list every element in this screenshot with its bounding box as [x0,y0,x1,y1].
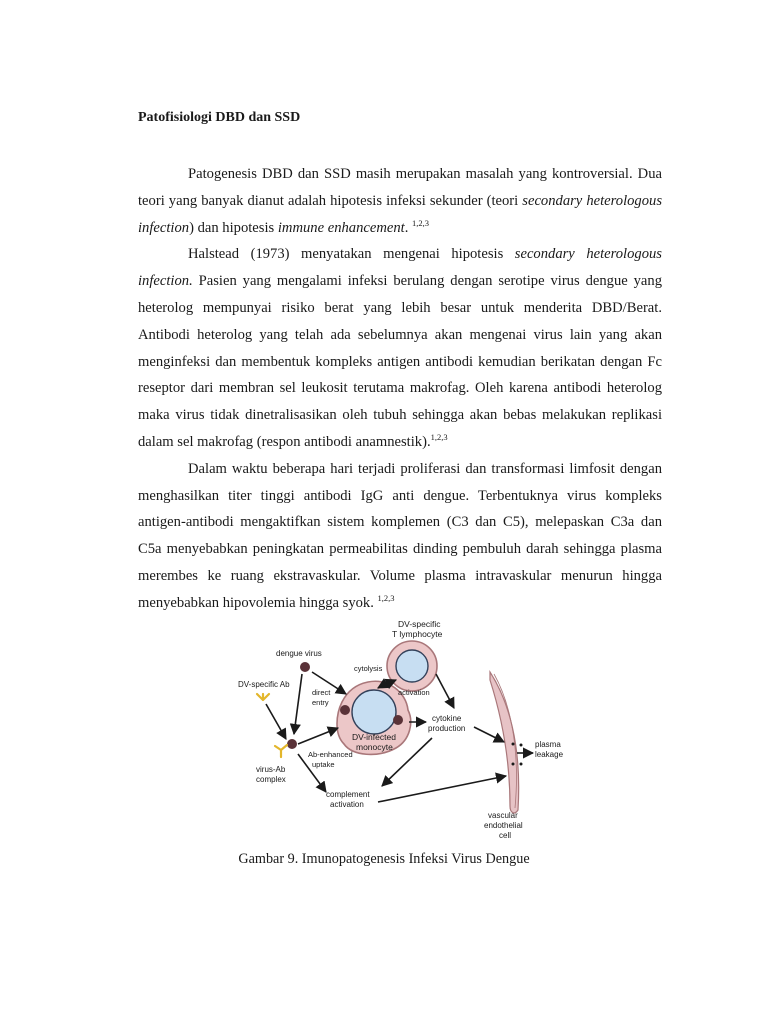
arrow-antibody-to-complex [266,704,286,739]
paragraph-text: Patogenesis DBD dan SSD masih merupakan masalah yang kontroversial. Dua teori yang banyak dianut adalah hipotesis infeksi sekunder (teori [138,166,662,209]
label-ab-enhanced-uptake: Ab-enhanced [308,750,353,759]
label-virus-ab-complex: virus-Ab [256,765,286,774]
arrow-complex-uptake [298,728,338,744]
antibody-icon [275,745,287,757]
label-dengue-virus: dengue virus [276,649,322,658]
figure-caption: Gambar 9. Imunopatogenesis Infeksi Virus Dengue [238,851,530,867]
label-activation: activation [398,688,430,697]
label-plasma-leakage: leakage [535,750,564,759]
virus-ab-complex-particle [287,739,297,749]
label-plasma-leakage: plasma [535,740,561,749]
paragraph-2 [138,241,662,455]
leak-dot [520,744,523,747]
citation-superscript: 1,2,3 [377,592,395,603]
paragraph-text: Pasien yang mengalami infeksi berulang dengan serotipe virus dengue yang heterolog mempunyai risiko berat yang lebih besar untuk menderita DBD/Berat. Antibodi heterolog yang telah ada sebelumnya akan mengenai virus lain yang akan menginfeksi dan membentuk kompleks antigen antibodi kemudian berikatan dengan Fc reseptor dari membran sel leukosit terutama makrofag. Oleh karena antibodi heterolog maka virus tidak dinetralisasikan oleh tubuh sehingga akan bebas melakukan replikasi dalam sel makrofag (respon antibodi anamnestik). [138,273,662,450]
immunopathogenesis-diagram [228,614,578,850]
immunopathogenesis-figure [228,614,578,850]
label-tcell: DV-specific [398,619,441,629]
section-heading: Patofisiologi DBD dan SSD [138,110,301,125]
label-cytolysis: cytolysis [354,664,383,673]
label-vascular-endothelial-cell: cell [499,831,512,840]
arrow-tcell-to-cytokine [436,674,454,708]
label-cytokine: cytokine [432,714,462,723]
paragraph-text: ) dan hipotesis [189,219,278,236]
label-complement-activation: activation [330,800,364,809]
arrow-cytokine-to-vessel [474,727,504,742]
label-monocyte: monocyte [356,742,393,752]
antibody-icon [257,694,269,700]
monocyte-nucleus [352,690,396,734]
label-vascular-endothelial-cell: endothelial [484,821,523,830]
leak-dot [512,763,515,766]
italic-term: immune enhancement [277,219,405,236]
label-virus-ab-complex: complex [256,775,286,784]
label-vascular-endothelial-cell: vascular [488,811,518,820]
label-tcell: T lymphocyte [392,629,443,639]
label-ab-enhanced-uptake: uptake [312,760,335,769]
label-complement-activation: complement [326,790,370,799]
label-direct-entry: direct [312,688,331,697]
label-monocyte: DV-infected [352,732,396,742]
italic-term: secondary heterologous infection [138,192,663,236]
arrow-virus-to-complex [294,674,302,734]
italic-term: secondary heterologous infection. [138,246,662,290]
paragraph-1 [138,161,662,241]
t-lymphocyte-nucleus [396,650,428,682]
leak-dot [520,763,523,766]
body-text [138,161,662,617]
citation-superscript: 1,2,3 [412,217,429,228]
label-dv-specific-ab: DV-specific Ab [238,680,290,689]
monocyte-bound-virus [340,705,350,715]
paragraph-3 [138,456,662,617]
paragraph-text: Dalam waktu beberapa hari terjadi proliferasi dan transformasi limfosit dengan menghasilkan titer tinggi antibodi IgG anti dengue. Terbentuknya virus kompleks antigen-antibodi mengaktifkan sistem komplemen (C3 dan C5), melepaskan C3a dan C5a menyebabkan peningkatan permeabilitas dinding pembuluh darah sehingga plasma merembes ke ruang ekstravaskular. Volume plasma intravaskular menurun hingga menyebabkan hipovolemia hingga syok. [138,460,662,611]
label-direct-entry: entry [312,698,329,707]
paragraph-text: . [404,219,412,236]
arrow-complement-to-vessel [378,776,506,802]
citation-superscript: 1,2,3 [430,431,448,442]
dengue-virus-particle [300,662,310,672]
paragraph-text: Halstead (1973) menyatakan mengenai hipotesis [188,246,515,263]
label-cytokine: production [428,724,466,733]
leak-dot [512,743,515,746]
monocyte-bound-virus [393,715,403,725]
